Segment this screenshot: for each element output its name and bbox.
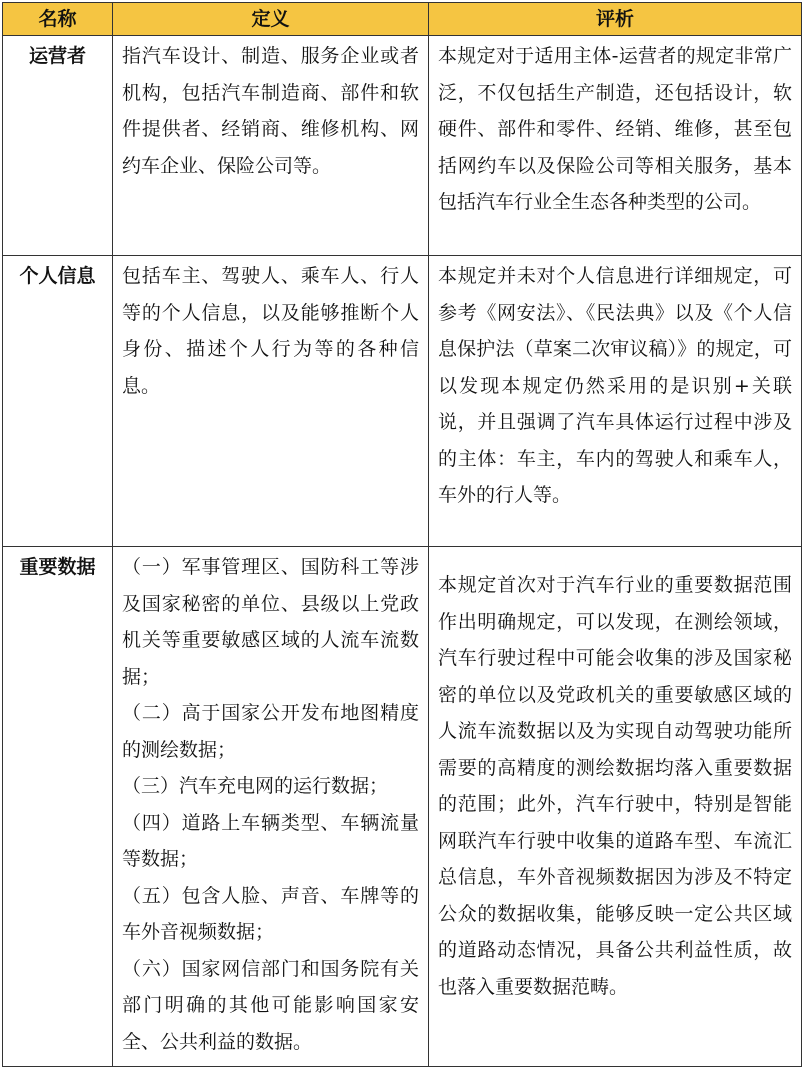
definition-item: （五）包含人脸、声音、车牌等的车外音视频数据；	[122, 884, 419, 943]
header-name: 名称	[3, 3, 113, 36]
row-analysis-personal-info: 本规定并未对个人信息进行详细规定，可参考《网安法》、《民法典》以及《个人信息保护法（草案二次审议稿）》的规定，可以发现本规定仍然采用的是识别+关联说，并且强调了汽车具体运行过程中涉及的主体：车主，车内的驾驶人和乘车人，车外的行人等。	[429, 256, 802, 547]
row-name-personal-info: 个人信息	[3, 256, 113, 547]
table-row-important-data	[3, 547, 802, 1067]
definition-item: （一）军事管理区、国防科工等涉及国家秘密的单位、县级以上党政机关等重要敏感区域的人流车流数据；	[122, 556, 419, 688]
row-definition-important-data	[113, 547, 429, 1067]
row-analysis-important-data: 本规定首次对于汽车行业的重要数据范围作出明确规定，可以发现，在测绘领域，汽车行驶过程中可能会收集的涉及国家秘密的单位以及党政机关的重要敏感区域的人流车流数据以及为实现自动驾驶功能所需要的高精度的测绘数据均落入重要数据的范围；此外，汽车行驶中，特别是智能网联汽车行驶中收集的道路车型、车流汇总信息，车外音视频数据因为涉及不特定公众的数据收集，能够反映一定公共区域的道路动态情况，具备公共利益性质，故也落入重要数据范畴。	[429, 547, 802, 1067]
row-name-important-data: 重要数据	[3, 547, 113, 1067]
table-row-personal-info	[3, 256, 802, 547]
regulation-table	[2, 2, 802, 1067]
row-definition-personal-info: 包括车主、驾驶人、乘车人、行人等的个人信息，以及能够推断个人身份、描述个人行为等的各种信息。	[113, 256, 429, 547]
row-definition-operator: 指汽车设计、制造、服务企业或者机构，包括汽车制造商、部件和软件提供者、经销商、维修机构、网约车企业、保险公司等。	[113, 36, 429, 256]
header-definition: 定义	[113, 3, 429, 36]
row-name-operator: 运营者	[3, 36, 113, 256]
table-row-operator	[3, 36, 802, 256]
definition-item: （二）高于国家公开发布地图精度的测绘数据；	[122, 702, 419, 761]
row-analysis-operator: 本规定对于适用主体-运营者的规定非常广泛，不仅包括生产制造，还包括设计，软硬件、部件和零件、经销、维修，甚至包括网约车以及保险公司等相关服务，基本包括汽车行业全生态各种类型的公司。	[429, 36, 802, 256]
definition-item: （三）汽车充电网的运行数据；	[122, 775, 389, 797]
header-analysis: 评析	[429, 3, 802, 36]
definition-item: （六）国家网信部门和国务院有关部门明确的其他可能影响国家安全、公共利益的数据。	[122, 957, 419, 1053]
definition-item: （四）道路上车辆类型、车辆流量等数据；	[122, 811, 419, 870]
table-header-row	[3, 3, 802, 36]
